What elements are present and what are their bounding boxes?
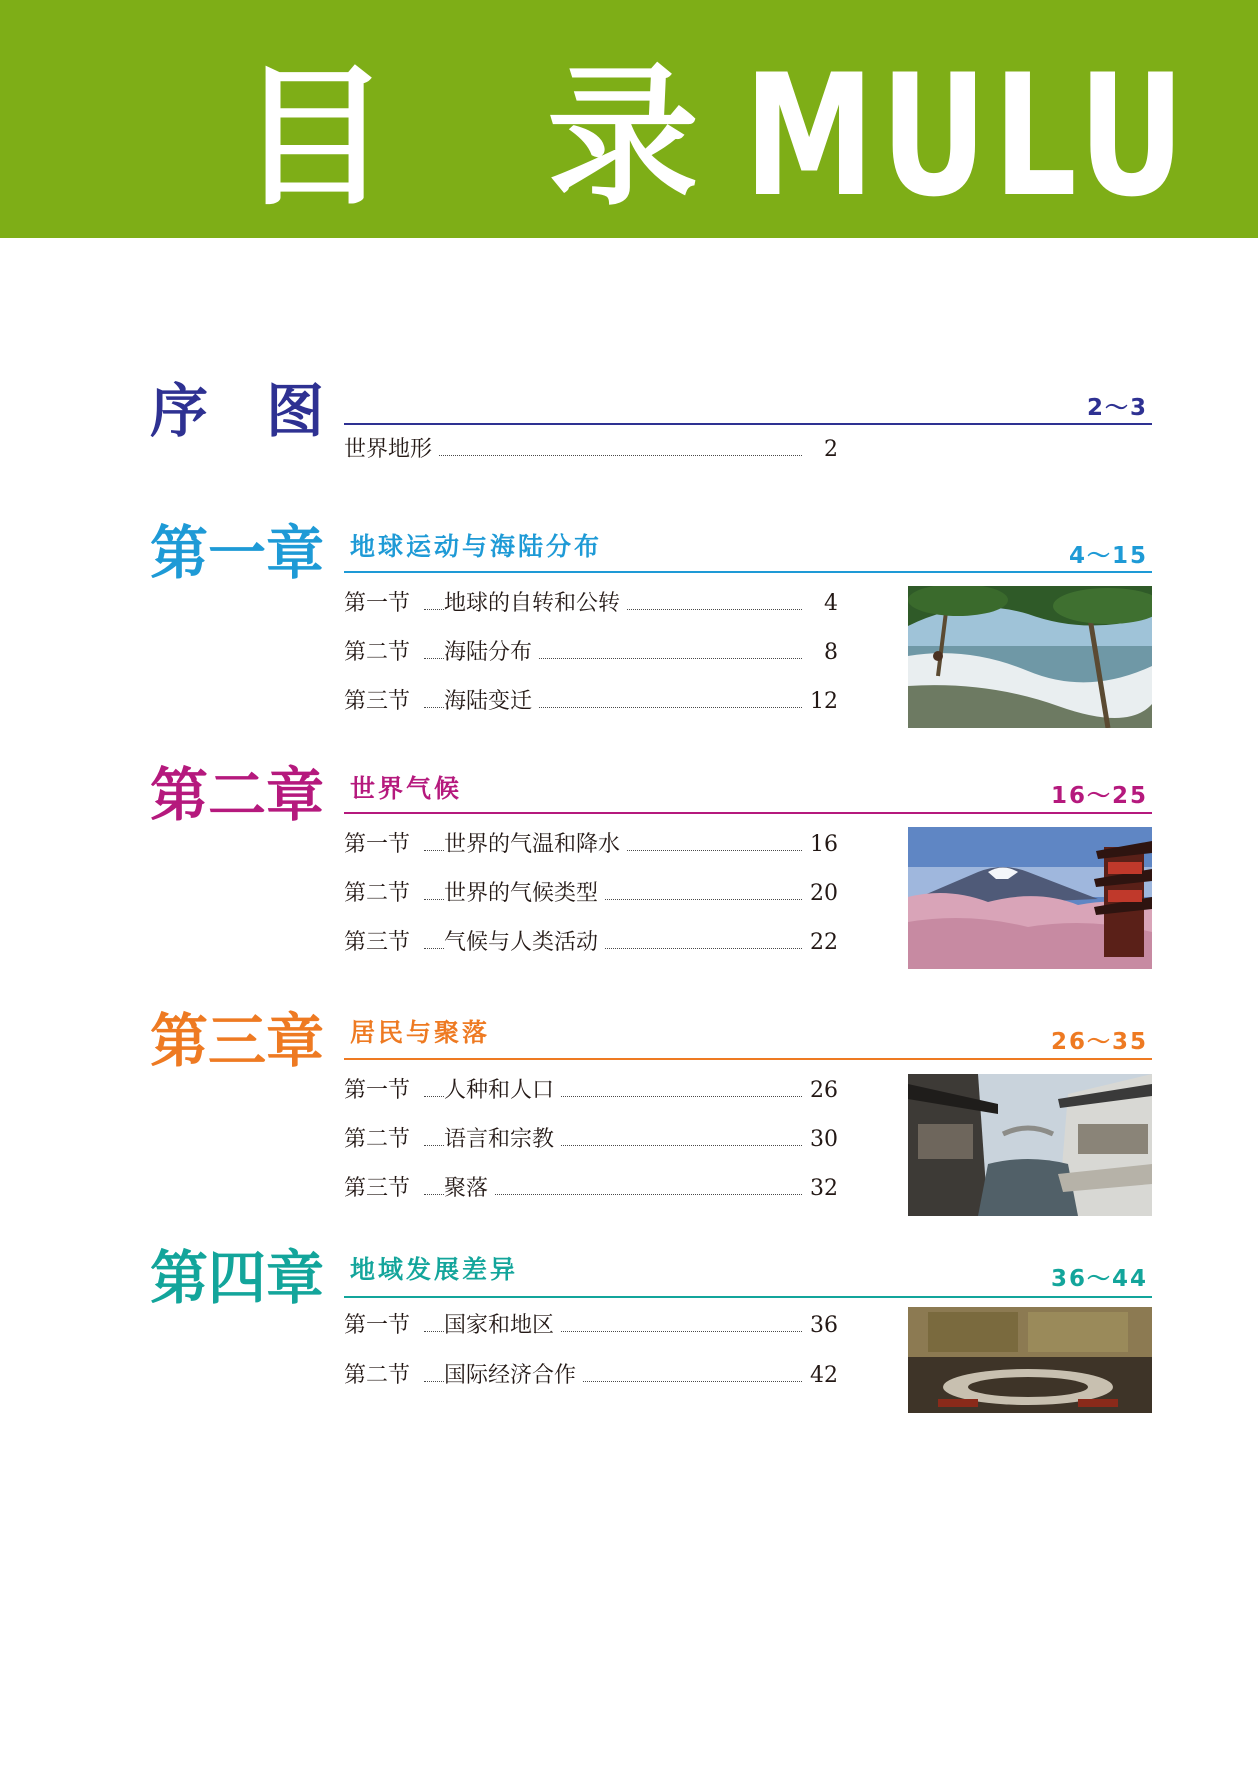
page-title-en: MULU xyxy=(744,38,1192,234)
chapter-subtitle: 地域发展差异 xyxy=(350,1255,519,1284)
entry-title: 世界的气候类型 xyxy=(444,879,604,909)
chapter-rule xyxy=(344,1058,1152,1060)
entry-section: 第一节 xyxy=(344,1313,411,1338)
entry-section: 第二节 xyxy=(344,881,411,906)
mount-fuji-photo xyxy=(908,827,1152,969)
entry-section: 第一节 xyxy=(344,1078,411,1103)
entry-title: 气候与人类活动 xyxy=(444,928,604,958)
chapter-page-range: 2～3 xyxy=(1086,395,1148,421)
entry-page: 32 xyxy=(810,1176,838,1201)
toc-entry[interactable] xyxy=(344,589,838,619)
chapter-rule xyxy=(344,812,1152,814)
toc-entry[interactable] xyxy=(344,1361,838,1391)
entry-title: 海陆分布 xyxy=(444,638,538,668)
toc-entry[interactable] xyxy=(344,435,838,465)
entry-page: 16 xyxy=(810,832,838,857)
entry-title: 人种和人口 xyxy=(444,1076,560,1106)
page-title-cn: 目 录 xyxy=(238,49,751,226)
water-town-photo xyxy=(908,1074,1152,1216)
entry-page: 26 xyxy=(810,1078,838,1103)
entry-page: 22 xyxy=(810,930,838,955)
chapter-page-range: 26～35 xyxy=(1050,1029,1148,1055)
entry-section: 第三节 xyxy=(344,689,411,714)
entry-page: 2 xyxy=(824,437,838,462)
entry-page: 20 xyxy=(810,881,838,906)
toc-entry[interactable] xyxy=(344,830,838,860)
chapter-title: 第二章 xyxy=(150,761,325,829)
entry-section: 第三节 xyxy=(344,930,411,955)
entry-title: 聚落 xyxy=(444,1174,494,1204)
leader-dots xyxy=(434,455,802,456)
entry-page: 12 xyxy=(810,689,838,714)
chapter-rule xyxy=(344,423,1152,425)
entry-section: 第三节 xyxy=(344,1176,411,1201)
chapter-title: 第一章 xyxy=(150,519,325,587)
entry-page: 30 xyxy=(810,1127,838,1152)
chapter-title: 序 图 xyxy=(150,377,325,445)
toc-entry[interactable] xyxy=(344,1311,838,1341)
chapter-subtitle: 地球运动与海陆分布 xyxy=(350,532,603,561)
chapter-page-range: 4～15 xyxy=(1068,543,1148,569)
entry-section: 第二节 xyxy=(344,1127,411,1152)
chapter-subtitle: 居民与聚落 xyxy=(350,1018,491,1047)
entry-title: 地球的自转和公转 xyxy=(444,589,626,619)
toc-entry[interactable] xyxy=(344,638,838,668)
chapter-page-range: 16～25 xyxy=(1050,783,1148,809)
entry-section: 第一节 xyxy=(344,591,411,616)
entry-title: 国际经济合作 xyxy=(444,1361,582,1391)
entry-section: 第二节 xyxy=(344,640,411,665)
entry-section: 第二节 xyxy=(344,1363,411,1388)
chapter-rule xyxy=(344,571,1152,573)
toc-entry[interactable] xyxy=(344,1125,838,1155)
entry-title: 语言和宗教 xyxy=(444,1125,560,1155)
chapter-subtitle: 世界气候 xyxy=(350,774,463,803)
entry-page: 42 xyxy=(810,1363,838,1388)
entry-page: 8 xyxy=(824,640,838,665)
toc-entry[interactable] xyxy=(344,879,838,909)
toc-entry[interactable] xyxy=(344,1076,838,1106)
chapter-page-range: 36～44 xyxy=(1050,1266,1148,1292)
header-banner xyxy=(0,0,1258,238)
entry-page: 36 xyxy=(810,1313,838,1338)
chapter-rule xyxy=(344,1296,1152,1298)
toc-entry[interactable] xyxy=(344,928,838,958)
beach-waves-photo xyxy=(908,586,1152,728)
toc-entry[interactable] xyxy=(344,687,838,717)
entry-title: 世界的气温和降水 xyxy=(444,830,626,860)
entry-section: 第一节 xyxy=(344,832,411,857)
chapter-title: 第三章 xyxy=(150,1007,325,1075)
entry-title: 世界地形 xyxy=(344,435,438,465)
un-council-photo xyxy=(908,1307,1152,1413)
toc-entry[interactable] xyxy=(344,1174,838,1204)
entry-page: 4 xyxy=(824,591,838,616)
entry-title: 海陆变迁 xyxy=(444,687,538,717)
chapter-title: 第四章 xyxy=(150,1244,325,1312)
entry-title: 国家和地区 xyxy=(444,1311,560,1341)
